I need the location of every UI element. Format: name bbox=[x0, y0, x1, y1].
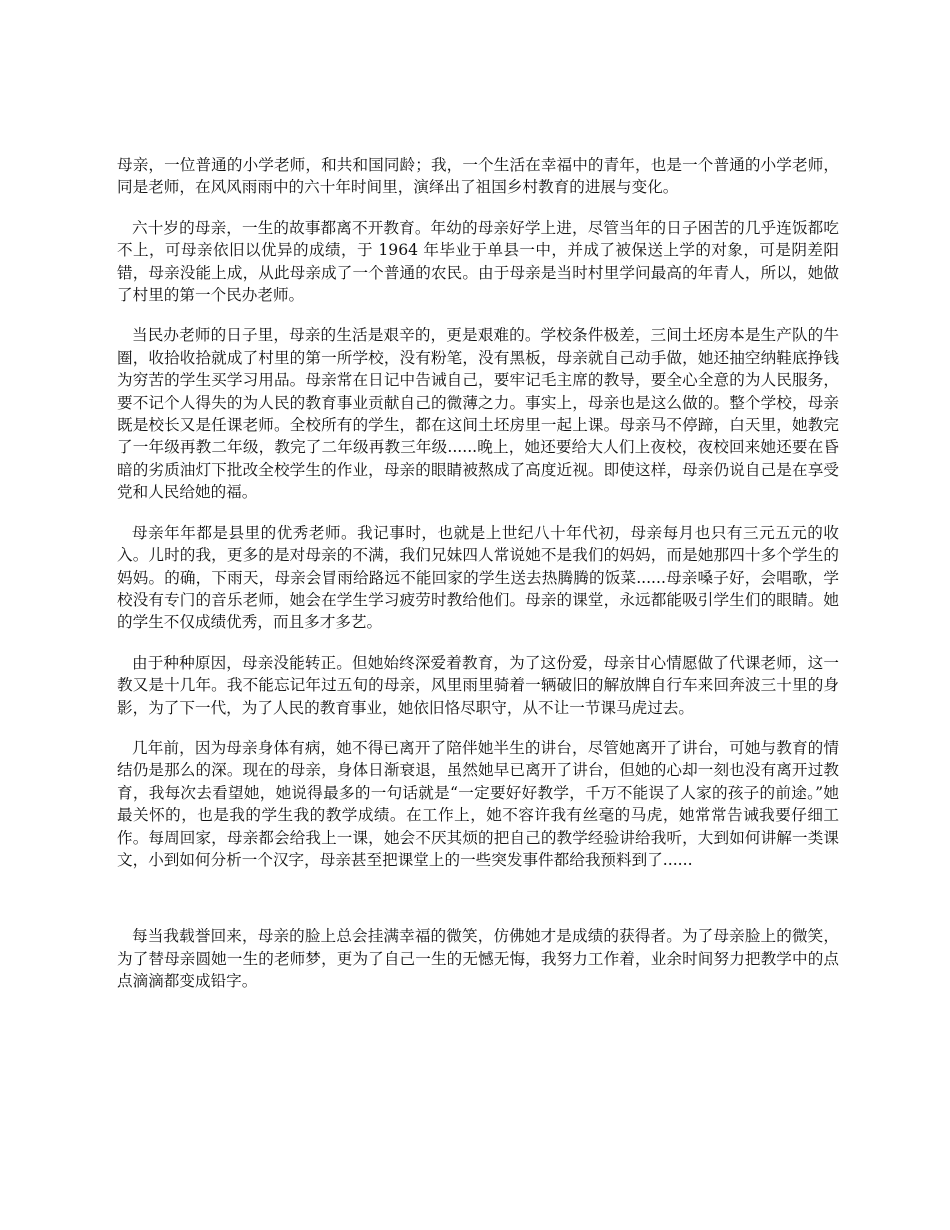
paragraph-1: 母亲，一位普通的小学老师，和共和国同龄；我，一个生活在幸福中的青年，也是一个普通的小学老师，同是老师，在风风雨雨中的六十年时间里，演绎出了祖国乡村教育的进展与变化。 bbox=[117, 156, 839, 197]
document-body bbox=[117, 154, 839, 1011]
paragraph-4: 母亲年年都是县里的优秀老师。我记事时，也就是上世纪八十年代初，母亲每月也只有三元五元的收入。儿时的我，更多的是对母亲的不满，我们兄妹四人常说她不是我们的妈妈，而是她那四十多个学生的妈妈。的确，下雨天，母亲会冒雨给路远不能回家的学生送去热腾腾的饭菜......母亲嗓子好，会唱歌，学校没有专门的音乐老师，她会在学生学习疲劳时教给他们。母亲的课堂，永远都能吸引学生们的眼睛。她的学生不仅成绩优秀，而且多才多艺。 bbox=[117, 523, 839, 632]
paragraph-5: 由于种种原因，母亲没能转正。但她始终深爱着教育，为了这份爱，母亲甘心情愿做了代课老师，这一教又是十几年。我不能忘记年过五旬的母亲，风里雨里骑着一辆破旧的解放牌自行车来回奔波三十里的身影，为了下一代，为了人民的教育事业，她依旧恪尽职守，从不让一节课马虎过去。 bbox=[117, 653, 839, 717]
paragraph-3: 当民办老师的日子里，母亲的生活是艰辛的，更是艰难的。学校条件极差，三间土坯房本是生产队的牛圈，收拾收拾就成了村里的第一所学校，没有粉笔，没有黑板，母亲就自己动手做，她还抽空纳鞋底挣钱为穷苦的学生买学习用品。母亲常在日记中告诫自己，要牢记毛主席的教导，要全心全意的为人民服务，要不记个人得失的为人民的教育事业贡献自己的微薄之力。事实上，母亲也是这么做的。整个学校，母亲既是校长又是任课老师。全校所有的学生，都在这间土坯房里一起上课。母亲马不停蹄，白天里，她教完了一年级再教二年级，教完了二年级再教三年级......晚上，她还要给大人们上夜校，夜校回来她还要在昏暗的劣质油灯下批改全校学生的作业，母亲的眼睛被熬成了高度近视。即使这样，母亲仍说自己是在享受党和人民给她的福。 bbox=[117, 326, 839, 502]
paragraph-7: 每当我载誉回来，母亲的脸上总会挂满幸福的微笑，仿佛她才是成绩的获得者。为了母亲脸上的微笑，为了替母亲圆她一生的老师梦，更为了自己一生的无憾无悔，我努力工作着，业余时间努力把教学中的点点滴滴都变成铅字。 bbox=[117, 927, 839, 991]
paragraph-6: 几年前，因为母亲身体有病，她不得已离开了陪伴她半生的讲台，尽管她离开了讲台，可她与教育的情结仍是那么的深。现在的母亲，身体日渐衰退，虽然她早已离开了讲台，但她的心却一刻也没有离开过教育，我每次去看望她，她说得最多的一句话就是“一定要好好教学，千万不能误了人家的孩子的前途。”她最关怀的，也是我的学生我的教学成绩。在工作上，她不容许我有丝毫的马虎，她常常告诫我要仔细工作。每周回家，母亲都会给我上一课，她会不厌其烦的把自己的教学经验讲给我听，大到如何讲解一类课文，小到如何分析一个汉字，母亲甚至把课堂上的一些突发事件都给我预料到了...... bbox=[117, 738, 839, 869]
paragraph-2: 六十岁的母亲，一生的故事都离不开教育。年幼的母亲好学上进，尽管当年的日子困苦的几乎连饭都吃不上，可母亲依旧以优异的成绩，于 1964 年毕业于单县一中，并成了被保送上学的对象，可是阴差阳错，母亲没能上成，从此母亲成了一个普通的农民。由于母亲是当时村里学问最高的年青人，所以，她做了村里的第一个民办老师。 bbox=[117, 218, 839, 305]
